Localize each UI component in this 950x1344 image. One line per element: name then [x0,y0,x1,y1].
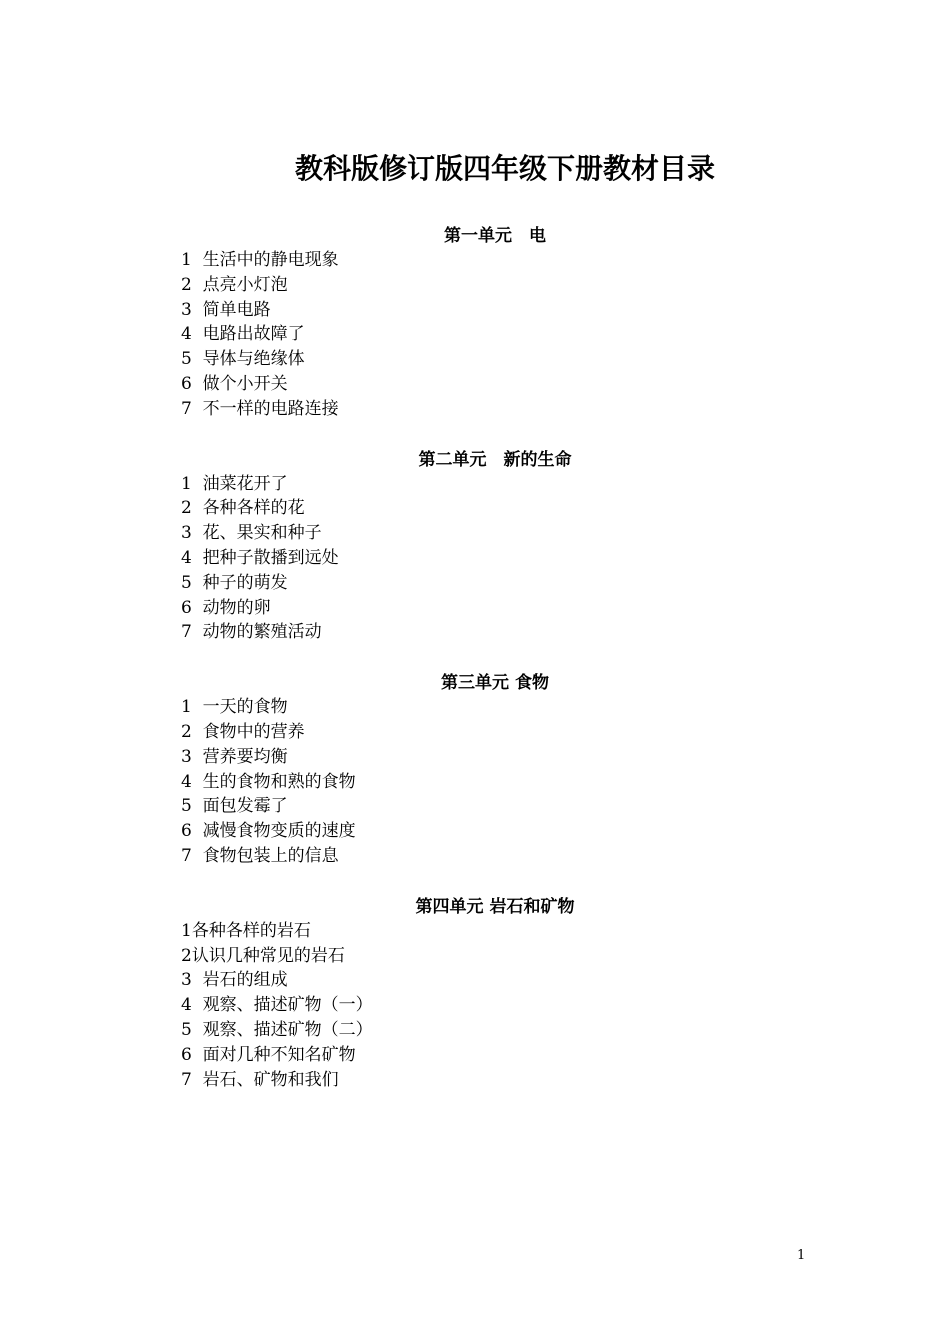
list-item: 2 食物中的营养 [181,721,305,742]
unit-heading: 第一单元 电 [444,226,546,246]
list-item: 5 导体与绝缘体 [181,349,305,370]
lesson-list [181,919,801,1093]
list-item: 6 动物的卵 [181,597,271,618]
unit-2 [181,448,801,646]
list-item: 6 做个小开关 [181,373,288,394]
lesson-list [181,472,801,646]
list-item: 1 一天的食物 [181,697,288,718]
list-item: 3 营养要均衡 [181,746,288,767]
unit-3 [181,671,801,869]
list-item: 7 岩石、矿物和我们 [181,1069,339,1090]
unit-4 [181,895,801,1093]
list-item: 4 观察、描述矿物（一） [181,995,373,1016]
page-number: 1 [797,1248,806,1263]
list-item: 1各种各样的岩石 [181,920,311,941]
list-item: 2 点亮小灯泡 [181,274,288,295]
unit-1 [181,224,801,422]
table-of-contents [181,224,801,1092]
list-item: 7 食物包装上的信息 [181,845,339,866]
list-item: 6 减慢食物变质的速度 [181,821,356,842]
list-item: 3 花、果实和种子 [181,523,322,544]
list-item: 2认识几种常见的岩石 [181,945,345,966]
list-item: 5 种子的萌发 [181,572,288,593]
unit-heading: 第四单元 岩石和矿物 [415,896,575,917]
list-item: 2 各种各样的花 [181,498,305,519]
unit-heading: 第二单元 新的生命 [418,449,572,470]
list-item: 5 面包发霉了 [181,796,288,817]
list-item: 3 简单电路 [181,299,271,320]
lesson-list [181,248,801,422]
unit-heading: 第三单元 食物 [441,673,549,694]
page-title: 教科版修订版四年级下册教材目录 [294,151,715,185]
lesson-list [181,695,801,869]
list-item: 7 动物的繁殖活动 [181,622,322,643]
list-item: 6 面对几种不知名矿物 [181,1044,356,1065]
list-item: 4 电路出故障了 [181,324,305,345]
list-item: 4 把种子散播到远处 [181,547,339,568]
list-item: 1 油菜花开了 [181,473,288,494]
list-item: 7 不一样的电路连接 [181,398,339,419]
list-item: 5 观察、描述矿物（二） [181,1019,373,1040]
list-item: 1 生活中的静电现象 [181,250,339,270]
list-item: 4 生的食物和熟的食物 [181,771,356,792]
list-item: 3 岩石的组成 [181,970,288,991]
